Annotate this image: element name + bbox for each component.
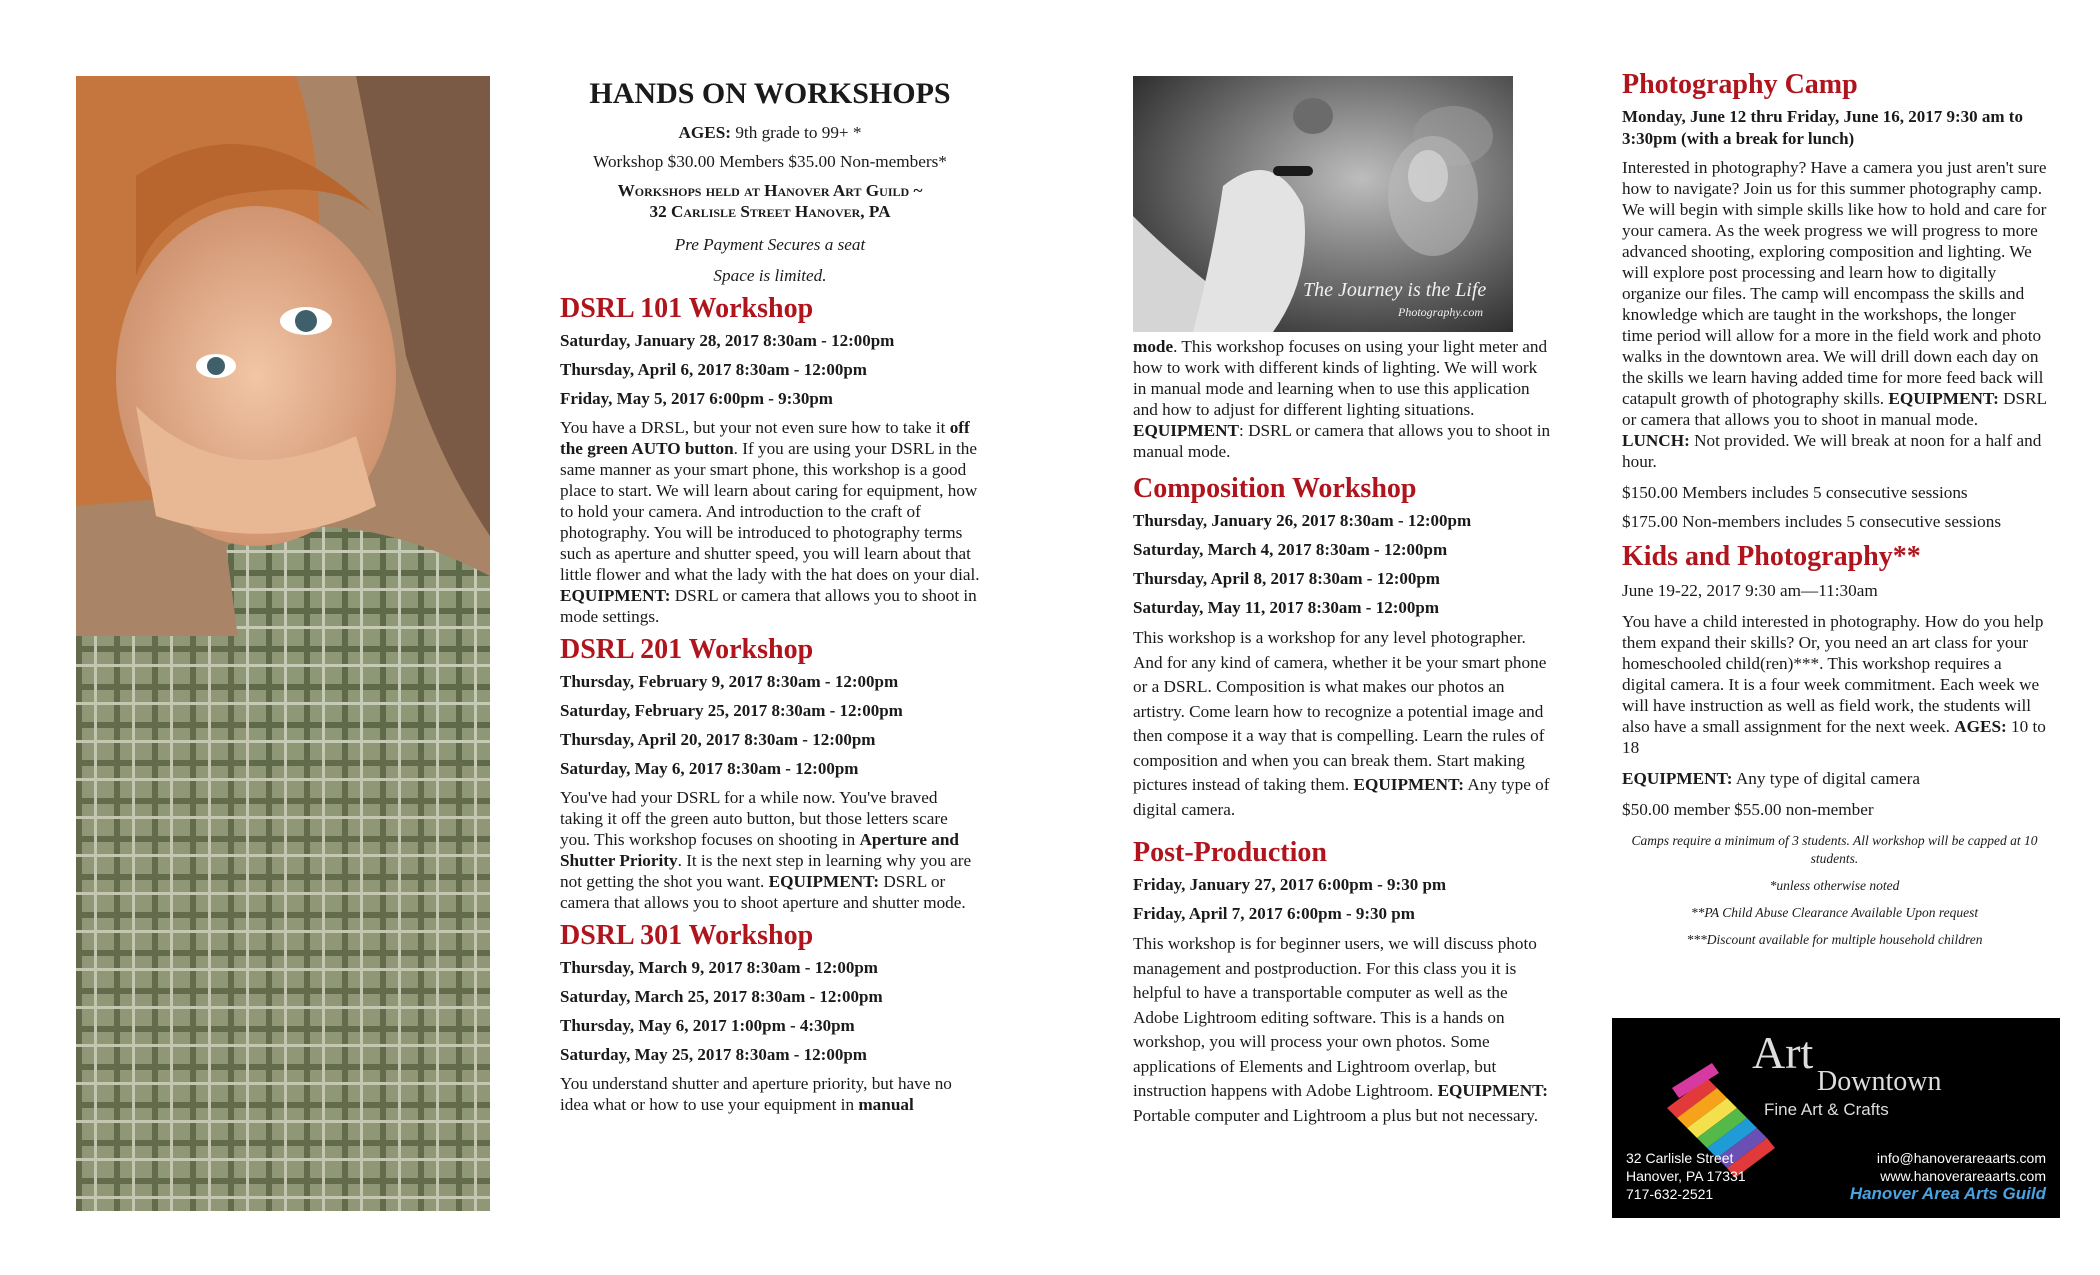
kids-price: $50.00 member $55.00 non-member — [1622, 800, 1874, 819]
postproduction-title: Post-Production — [1133, 837, 1327, 868]
column-2 — [1133, 336, 1553, 1134]
dsrl301-date: Saturday, March 25, 2017 8:30am - 12:00pm — [560, 987, 883, 1006]
photo-frog — [1133, 76, 1513, 332]
dsrl101-date: Thursday, April 6, 2017 8:30am - 12:00pm — [560, 360, 867, 379]
equipment-label: EQUIPMENT: — [1353, 775, 1464, 794]
photo-girl-hug-art — [76, 76, 490, 1211]
equipment-label: EQUIPMENT: — [1888, 389, 1999, 408]
footnotes — [1622, 832, 2047, 949]
phone-number: 717-632-2521 — [1626, 1186, 1714, 1202]
ages-line — [560, 122, 980, 143]
logo-address — [1626, 1149, 1746, 1203]
photo-girl-hug — [76, 76, 490, 1211]
dsrl301-description: You understand shutter and aperture priority, but have no idea what or how to use your equipment in manual — [560, 1074, 952, 1114]
camp-price-members: $150.00 Members includes 5 consecutive sessions — [1622, 483, 1968, 502]
composition-date: Thursday, January 26, 2017 8:30am - 12:00pm — [1133, 511, 1472, 530]
camp-price-nonmembers: $175.00 Non-members includes 5 consecutive sessions — [1622, 512, 2002, 531]
location-line1: Workshops held at Hanover Art Guild ~ — [617, 181, 923, 200]
dsrl201-date: Thursday, February 9, 2017 8:30am - 12:00pm — [560, 672, 899, 691]
dsrl101-date: Saturday, January 28, 2017 8:30am - 12:00pm — [560, 331, 895, 350]
kids-dates: June 19-22, 2017 9:30 am—11:30am — [1622, 581, 1878, 600]
note-unless: *unless otherwise noted — [1769, 878, 1900, 893]
note-camps: Camps require a minimum of 3 students. All workshop will be capped at 10 students. — [1631, 833, 2038, 866]
guild-name: Hanover Area Arts Guild — [1849, 1184, 2046, 1203]
ages-label: AGES: — [1954, 717, 2007, 736]
ages-value: 9th grade to 99+ * — [735, 123, 862, 142]
camp-description: Interested in photography? Have a camera you just aren't sure how to navigate? Join us for this summer photography camp. We will begin with simple skills like how to hold and care for your camera. As the week progress we will progress to more advanced shooting, exploring composition and lighting. We will explore post processing and learn how to digitally organize our files. The camp will encompass the skills and knowledge which are taught in the workshops, the longer time period will allow for a more in the field work and photo walks in the downtown area. We will drill down each day on the skills we learn having added time for more feed back will catapult growth of photography skills. EQUIPMENT: DSRL or camera that allows you to shoot in manual mode. LUNCH: Not provided. We will break at noon for a half and hour. — [1622, 158, 2047, 471]
dsrl201-description: You've had your DSRL for a while now. You've braved taking it off the green auto button, but those letters scare you. This workshop focuses on shooting in Aperture and Shutter Priority. It is the next step in learning why you are not getting the shot you want. EQUIPMENT: DSRL or camera that allows you to shoot aperture and shutter mode. — [560, 788, 972, 912]
equipment-label: EQUIPMENT: — [560, 586, 671, 605]
address-line2: Hanover, PA 17331 — [1626, 1168, 1746, 1184]
dsrl301-date: Thursday, March 9, 2017 8:30am - 12:00pm — [560, 958, 878, 977]
dsrl201-date: Saturday, February 25, 2017 8:30am - 12:00pm — [560, 701, 903, 720]
composition-date: Saturday, March 4, 2017 8:30am - 12:00pm — [1133, 540, 1448, 559]
composition-title: Composition Workshop — [1133, 473, 1417, 504]
dsrl201-title: DSRL 201 Workshop — [560, 634, 814, 665]
dsrl301-date: Saturday, May 25, 2017 8:30am - 12:00pm — [560, 1045, 867, 1064]
dsrl201-date: Thursday, April 20, 2017 8:30am - 12:00pm — [560, 730, 876, 749]
logo-downtown-text: Downtown — [1817, 1066, 1942, 1097]
postproduction-date: Friday, April 7, 2017 6:00pm - 9:30 pm — [1133, 904, 1415, 923]
equipment-label: EQUIPMENT: — [1622, 769, 1733, 788]
space-note: Space is limited. — [713, 266, 827, 285]
dsrl301-title: DSRL 301 Workshop — [560, 920, 814, 951]
equipment-label: EQUIPMENT: — [1437, 1081, 1549, 1100]
column-3 — [1622, 68, 2047, 958]
kids-equipment: EQUIPMENT: Any type of digital camera — [1622, 769, 1921, 788]
website: www.hanoverareaarts.com — [1880, 1168, 2046, 1184]
watermark-subtext: Photography.com — [1398, 305, 1483, 319]
composition-date: Thursday, April 8, 2017 8:30am - 12:00pm — [1133, 569, 1440, 588]
page-title: HANDS ON WORKSHOPS — [589, 77, 951, 110]
location-line2: 32 Carlisle Street Hanover, PA — [649, 202, 891, 221]
camp-dates: Monday, June 12 thru Friday, June 16, 2017 9:30 am to 3:30pm (with a break for lunch) — [1622, 107, 2023, 148]
kids-description: You have a child interested in photography. How do you help them expand their skills? Or, you need an art class for your homeschooled child(ren)***. This workshop requires a digital camera. It is a four week commitment. Each week we will have instruction as well as field work, the students will also have a small assignment for the next week. AGES: 10 to 18 — [1622, 612, 2046, 757]
equipment-label: EQUIPMENT — [1133, 421, 1239, 440]
watermark-text: The Journey is the Life — [1303, 279, 1487, 301]
workshop-price: Workshop $30.00 Members $35.00 Non-members* — [593, 152, 947, 171]
prepay-note: Pre Payment Secures a seat — [674, 235, 866, 254]
composition-description: This workshop is a workshop for any level photographer. And for any kind of camera, whether it be your smart phone or a DSRL. Composition is what makes our photos an artistry. Come learn how to recognize a potential image and then compose it a way that is compelling. Learn the rules of composition and when you can break them. Start making pictures instead of taking them. EQUIPMENT: Any type of digital camera. — [1133, 628, 1550, 819]
dsrl301-date: Thursday, May 6, 2017 1:00pm - 4:30pm — [560, 1016, 855, 1035]
dsrl101-description: You have a DRSL, but your not even sure how to take it off the green AUTO button. If you are using your DSRL in the same manner as your smart phone, this workshop is a good place to start. We will learn about caring for equipment, how to hold your camera. And introduction to the craft of photography. You will be introduced to photography terms such as aperture and shutter speed, you will learn about that little flower and what the lady with the hat does on your dial. EQUIPMENT: DSRL or camera that allows you to shoot in mode settings. — [560, 418, 980, 626]
art-downtown-logo — [1612, 1018, 2060, 1218]
note-discount: ***Discount available for multiple household children — [1686, 932, 1983, 947]
composition-date: Saturday, May 11, 2017 8:30am - 12:00pm — [1133, 598, 1439, 617]
dsrl201-date: Saturday, May 6, 2017 8:30am - 12:00pm — [560, 759, 859, 778]
email-address: info@hanoverareaarts.com — [1876, 1150, 2046, 1166]
logo-contact — [1877, 1149, 2046, 1185]
note-clearance: **PA Child Abuse Clearance Available Upon request — [1690, 905, 1979, 920]
column-1 — [560, 74, 980, 1121]
logo-art-text: Art — [1752, 1027, 1814, 1078]
address-line1: 32 Carlisle Street — [1626, 1150, 1734, 1166]
kids-title: Kids and Photography** — [1622, 541, 1921, 572]
ages-label: AGES: — [678, 123, 732, 142]
dsrl101-title: DSRL 101 Workshop — [560, 293, 814, 324]
logo-tagline: Fine Art & Crafts — [1764, 1100, 1889, 1119]
photo-frog-art — [1133, 76, 1513, 332]
dsrl101-date: Friday, May 5, 2017 6:00pm - 9:30pm — [560, 389, 833, 408]
lunch-label: LUNCH: — [1622, 431, 1690, 450]
postproduction-date: Friday, January 27, 2017 6:00pm - 9:30 pm — [1133, 875, 1447, 894]
equipment-label: EQUIPMENT: — [768, 872, 880, 891]
postproduction-description: This workshop is for beginner users, we will discuss photo management and postproduction. For this class you it is helpful to have a transportable computer as well as the Adobe Lightroom editing software. This is a hands on workshop, you will process your own photos. Some applications of Elements and Lightroom overlap, but instruction happens with Adobe Lightroom. EQUIPMENT: Portable computer and Lightroom a plus but not necessary. — [1133, 934, 1549, 1125]
camp-title: Photography Camp — [1622, 69, 1858, 100]
dsrl301-description-cont: mode. This workshop focuses on using your light meter and how to work with different kinds of lighting. We will work in manual mode and learning when to use this application and how to adjust for different lighting situations. EQUIPMENT: DSRL or camera that allows you to shoot in manual mode. — [1133, 337, 1551, 461]
